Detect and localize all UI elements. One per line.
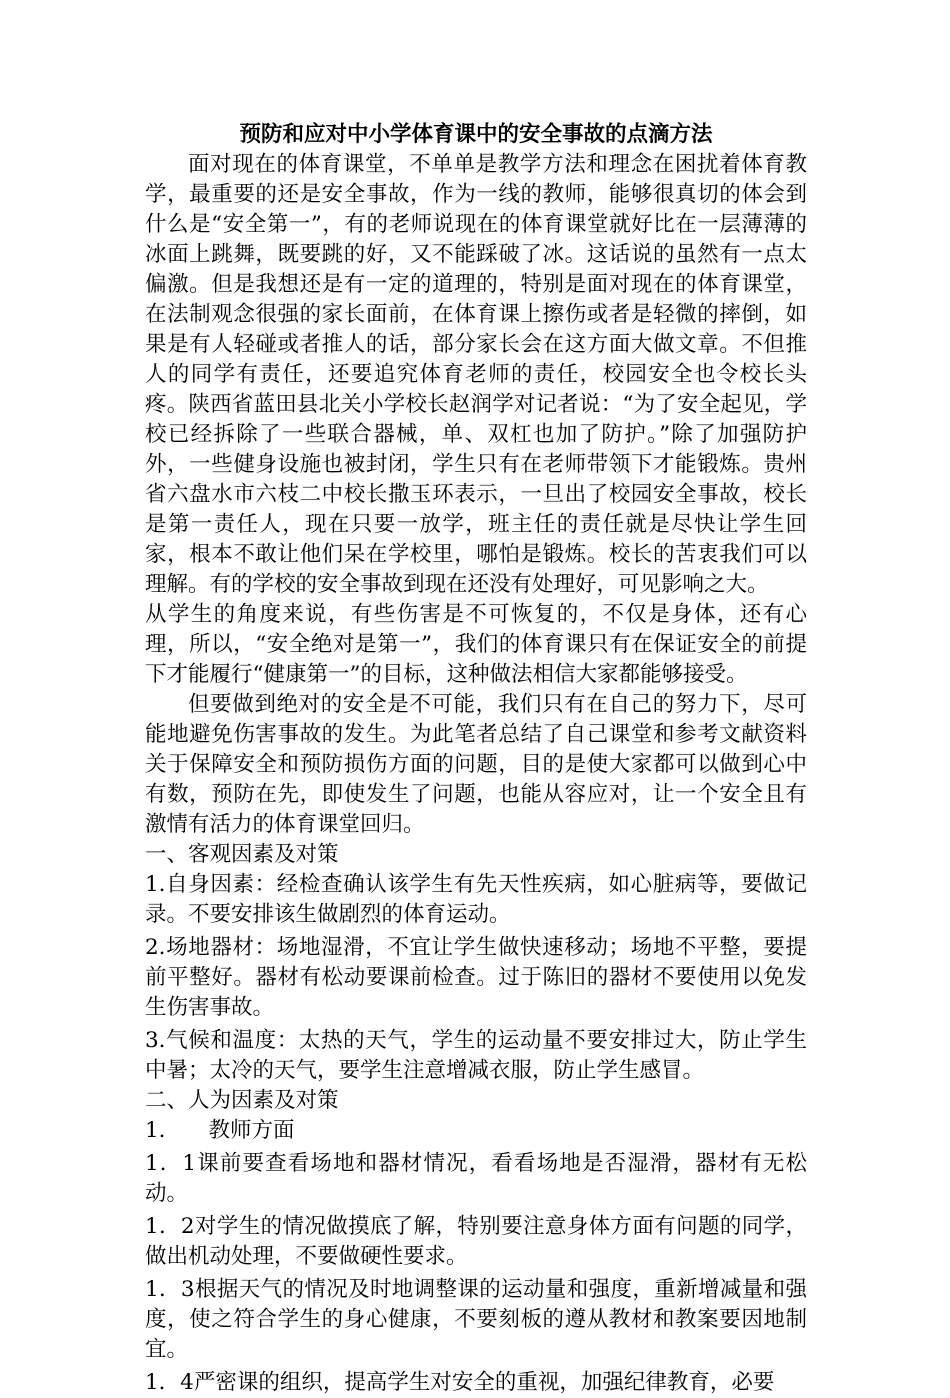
section-1-item-2: 2.场地器材：场地湿滑，不宜让学生做快速移动；场地不平整，要提前平整好。器材有松动要课前检查。过于陈旧的器材不要使用以免发生伤害事故。 <box>145 935 807 1020</box>
section-2-item-4: 1．4严密课的组织，提高学生对安全的重视，加强纪律教育，必要 <box>145 1370 775 1395</box>
intro-paragraph-2: 从学生的角度来说，有些伤害是不可恢复的，不仅是身体，还有心理，所以，“安全绝对是第一”，我们的体育课只有在保证安全的前提下才能履行“健康第一”的目标，这种做法相信大家都能够接受。 <box>145 602 807 687</box>
section-1-heading: 一、客观因素及对策 <box>145 842 339 867</box>
section-2-item-1: 1．1课前要查看场地和器材情况，看看场地是否湿滑，器材有无松动。 <box>145 1151 807 1206</box>
section-2-subheading: 1. 教师方面 <box>145 1118 295 1143</box>
section-2-item-2: 1．2对学生的情况做摸底了解，特别要注意身体方面有问题的同学，做出机动处理，不要做硬性要求。 <box>145 1214 807 1269</box>
section-1-item-3: 3.气候和温度：太热的天气，学生的运动量不要安排过大，防止学生中暑；太冷的天气，要学生注意增减衣服，防止学生感冒。 <box>145 1028 807 1083</box>
section-2-item-3: 1．3根据天气的情况及时地调整课的运动量和强度，重新增减量和强度，使之符合学生的身心健康，不要刻板的遵从教材和教案要因地制宜。 <box>145 1277 807 1362</box>
intro-paragraph-3: 但要做到绝对的安全是不可能，我们只有在自己的努力下，尽可能地避免伤害事故的发生。为此笔者总结了自己课堂和参考文献资料关于保障安全和预防损伤方面的问题，目的是使大家都可以做到心中有数，预防在先，即使发生了问题，也能从容应对，让一个安全且有激情有活力的体育课堂回归。 <box>145 692 807 837</box>
intro-paragraph-1: 面对现在的体育课堂，不单单是教学方法和理念在困扰着体育教学，最重要的还是安全事故，作为一线的教师，能够很真切的体会到什么是“安全第一”，有的老师说现在的体育课堂就好比在一层薄薄的冰面上跳舞，既要跳的好，又不能踩破了冰。这话说的虽然有一点太偏激。但是我想还是有一定的道理的，特别是面对现在的体育课堂，在法制观念很强的家长面前，在体育课上擦伤或者是轻微的摔倒，如果是有人轻碰或者推人的话，部分家长会在这方面大做文章。不但推人的同学有责任，还要追究体育老师的责任，校园安全也令校长头疼。陕西省蓝田县北关小学校长赵润学对记者说：“为了安全起见，学校已经拆除了一些联合器械，单、双杠也加了防护。”除了加强防护外，一些健身设施也被封闭，学生只有在老师带领下才能锻炼。贵州省六盘水市六枝二中校长撒玉环表示，一旦出了校园安全事故，校长是第一责任人，现在只要一放学，班主任的责任就是尽快让学生回家，根本不敢让他们呆在学校里，哪怕是锻炼。校长的苦衷我们可以理解。有的学校的安全事故到现在还没有处理好，可见影响之大。 <box>145 152 807 597</box>
section-1-item-1: 1.自身因素：经检查确认该学生有先天性疾病，如心脏病等，要做记录。不要安排该生做剧烈的体育运动。 <box>145 872 807 927</box>
section-2-heading: 二、人为因素及对策 <box>145 1088 339 1113</box>
document-title: 预防和应对中小学体育课中的安全事故的点滴方法 <box>239 122 713 147</box>
document-page <box>145 120 807 1398</box>
